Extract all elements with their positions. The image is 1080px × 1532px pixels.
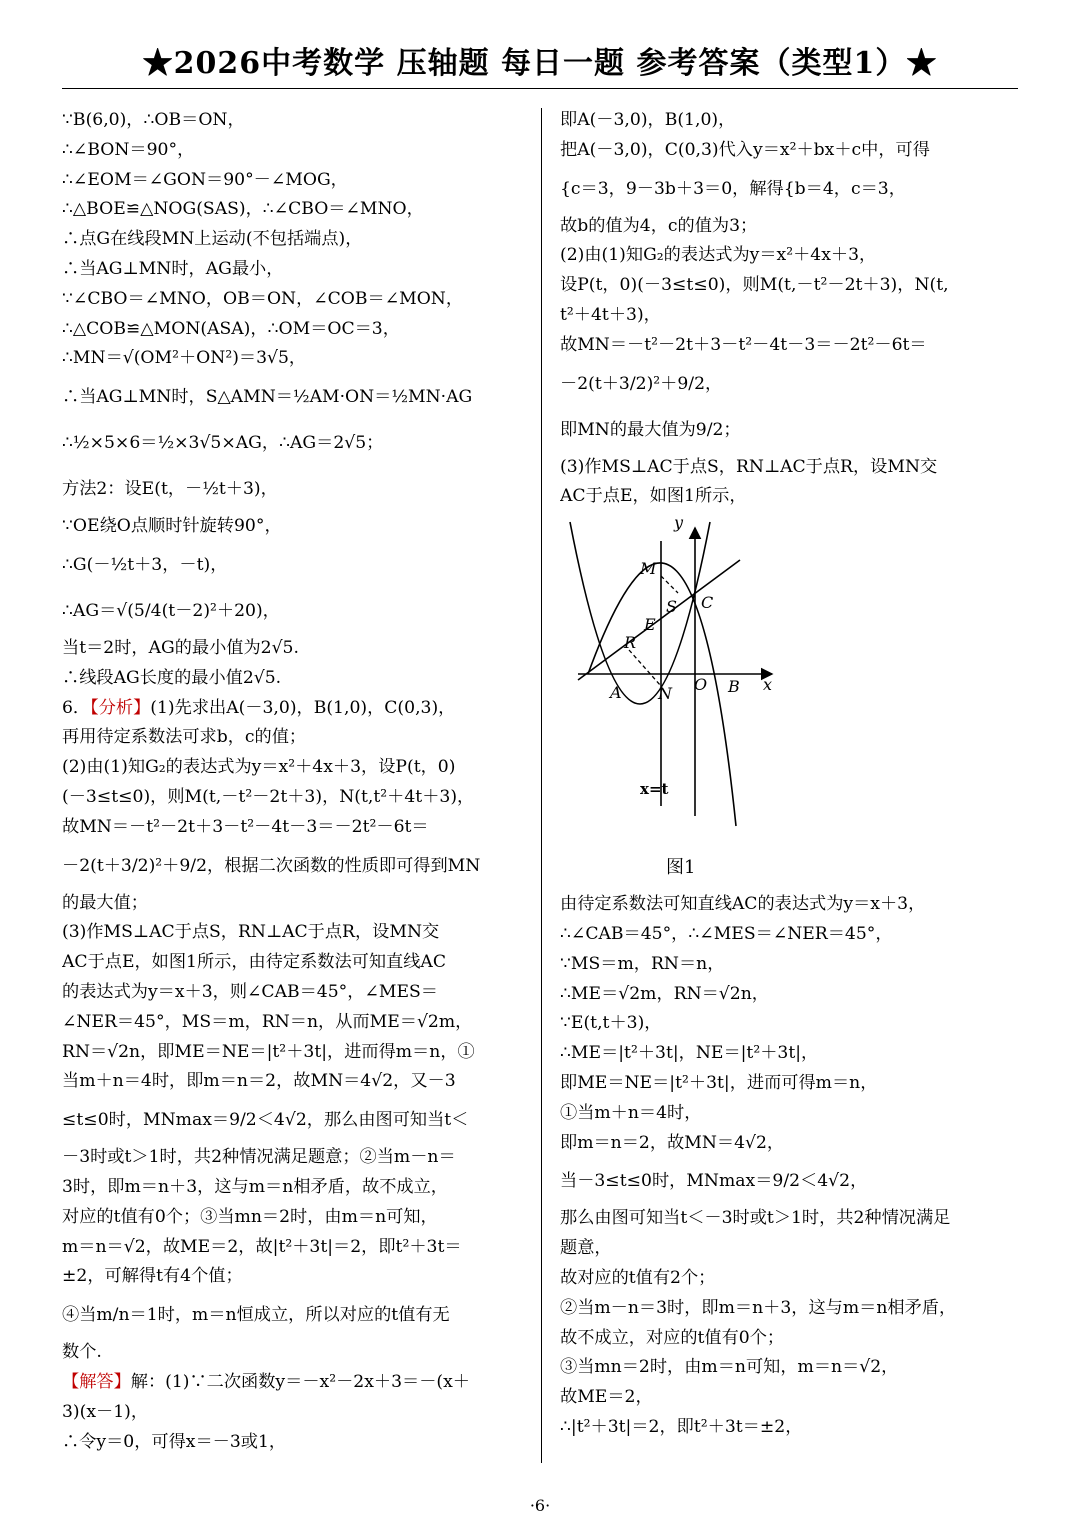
text-line (560, 1234, 1018, 1264)
line-text: 故MN＝－t²－2t＋3－t²－4t－3＝－2t²－6t＝ (560, 334, 927, 355)
line-text: －2(t＋3/2)²＋9/2，根据二次函数的性质即可得到MN (62, 855, 481, 876)
text-line (560, 212, 1018, 242)
text-line (560, 1158, 1018, 1204)
text-line (62, 1203, 524, 1233)
text-line (62, 1428, 524, 1458)
line-text: ∴当AG⊥MN时，AG最小， (62, 258, 284, 279)
page-number: ·6· (529, 1496, 551, 1515)
text-line (560, 1324, 1018, 1354)
label-r: R (624, 633, 637, 653)
text-line (560, 980, 1018, 1010)
line-text: ∴点G在线段MN上运动(不包括端点)， (62, 229, 363, 250)
text-line (560, 241, 1018, 271)
label-m: M (640, 559, 657, 579)
text-line (62, 166, 524, 196)
header-divider (62, 88, 1018, 89)
text-line (560, 361, 1018, 407)
line-text: ∴ME＝|t²＋3t|，NE＝|t²＋3t|， (560, 1043, 819, 1064)
line-text: 故MN＝－t²－2t＋3－t²－4t－3＝－2t²－6t＝ (62, 816, 429, 837)
text-line (62, 588, 524, 634)
column-divider (541, 108, 542, 1463)
text-line (560, 1099, 1018, 1129)
line-text: RN＝√2n，即ME＝NE＝|t²＋3t|，进而得m＝n，① (62, 1041, 475, 1062)
text-line (62, 285, 524, 315)
text-line (560, 920, 1018, 950)
line-text: 当m＋n＝4时，即m＝n＝2，故MN＝4√2，又－3 (62, 1071, 456, 1092)
line-text: －3时或t＞1时，共2种情况满足题意；②当m－n＝ (62, 1147, 456, 1168)
text-line (62, 374, 524, 420)
text-line (560, 1294, 1018, 1324)
line-text: (2)由(1)知G₂的表达式为y＝x²＋4x＋3， (560, 245, 877, 266)
line-text: ∴△BOE≌△NOG(SAS)，∴∠CBO＝∠MNO， (62, 199, 424, 220)
line-text: ∴|t²＋3t|＝2，即t²＋3t＝±2， (560, 1416, 803, 1437)
segment-ms (661, 576, 678, 593)
parabola-diagram (560, 516, 800, 846)
line-text: ∴½×5×6＝½×3√5×AG，∴AG＝2√5； (62, 433, 384, 454)
line-text: 故b的值为4，c的值为3； (560, 215, 758, 236)
text-line (62, 783, 524, 813)
line-text: 当－3≤t≤0时，MNmax＝9/2＜4√2， (560, 1171, 868, 1192)
label-c: C (701, 593, 714, 613)
line-text: 再用待定系数法可求b，c的值； (62, 727, 307, 748)
line-text: 故对应的t值有2个； (560, 1267, 716, 1288)
line-text: ∵MS＝m，RN＝n， (560, 953, 725, 974)
line-text: ∴△COB≌△MON(ASA)，∴OM＝OC＝3， (62, 318, 400, 339)
text-line (560, 890, 1018, 920)
line-text: 解：(1)∵二次函数y＝－x²－2x＋3＝－(x＋ (130, 1371, 470, 1392)
line-text: 把A(－3,0)，C(0,3)代入y＝x²＋bx＋c中，可得 (560, 139, 930, 160)
label-a: A (610, 683, 622, 703)
text-line (62, 255, 524, 285)
line-text: ∴AG＝√(5/4(t－2)²＋20)， (62, 600, 280, 621)
label-n: N (658, 684, 672, 704)
text-line (560, 1129, 1018, 1159)
parabola-g2 (570, 522, 710, 704)
text-line (62, 195, 524, 225)
text-line (62, 634, 524, 664)
text-line (560, 301, 1018, 331)
line-text: ∵OE绕O点顺时针旋转90°， (62, 516, 282, 537)
text-line (62, 1143, 524, 1173)
line-text: ∵∠CBO＝∠MNO，OB＝ON，∠COB＝∠MON， (62, 288, 464, 309)
line-text: ∴∠BON＝90°， (62, 139, 195, 160)
text-line (560, 106, 1018, 136)
line-text: ②当m－n＝3时，即m＝n＋3，这与m＝n相矛盾， (560, 1297, 957, 1318)
text-line (560, 1383, 1018, 1413)
line-text: ±2，可解得t有4个值； (62, 1266, 243, 1287)
text-line (560, 1009, 1018, 1039)
text-line (62, 420, 524, 466)
text-line (560, 1069, 1018, 1099)
label-e: E (644, 615, 656, 635)
left-column (62, 106, 524, 1457)
text-line (62, 978, 524, 1008)
line-text: 题意， (560, 1238, 612, 1259)
question-number: 6． (62, 697, 91, 718)
line-text: ∴令y＝0，可得x＝－3或1， (62, 1431, 287, 1452)
text-line (62, 694, 524, 724)
right-column-bottom (560, 890, 1018, 1443)
text-line (62, 813, 524, 843)
right-column (560, 106, 1018, 1443)
line-text: (－3≤t≤0)，则M(t,－t²－2t＋3)，N(t,t²＋4t＋3)， (62, 786, 475, 807)
segment-rn (629, 650, 661, 686)
text-line (560, 271, 1018, 301)
line-text: ∴G(－½t＋3，－t)， (62, 554, 228, 575)
text-line (62, 225, 524, 255)
line-text: 的表达式为y＝x＋3，则∠CAB＝45°，∠MES＝ (62, 981, 438, 1002)
label-x: x (763, 675, 773, 695)
text-line (62, 542, 524, 588)
line-text: (2)由(1)知G₂的表达式为y＝x²＋4x＋3，设P(t，0) (62, 757, 456, 778)
text-line (560, 453, 1018, 483)
text-line (560, 1413, 1018, 1443)
line-text: AC于点E，如图1所示，由待定系数法可知直线AC (62, 952, 446, 973)
line-text: ③当mn＝2时，由m＝n可知，m＝n＝√2， (560, 1357, 899, 1378)
text-line (62, 1368, 524, 1398)
line-text: {c＝3，9－3b＋3＝0，解得{b＝4，c＝3， (560, 178, 906, 199)
line-text: 的最大值； (62, 892, 148, 913)
line-text: 即m＝n＝2，故MN＝4√2， (560, 1132, 785, 1153)
line-ac (578, 560, 740, 680)
right-column-top (560, 106, 1018, 512)
line-text: 3时，即m＝n＋3，这与m＝n相矛盾，故不成立， (62, 1176, 448, 1197)
text-line (560, 331, 1018, 361)
figure-1 (560, 516, 1018, 846)
line-text: 3)(x－1)， (62, 1401, 149, 1422)
line-text: ∴∠EOM＝∠GON＝90°－∠MOG， (62, 169, 348, 190)
text-line (62, 664, 524, 694)
label-y: y (674, 516, 684, 533)
text-line (62, 753, 524, 783)
label-x-equals-t: x=t (640, 780, 669, 799)
line-text: 故不成立，对应的t值有0个； (560, 1327, 785, 1348)
line-text: (3)作MS⊥AC于点S，RN⊥AC于点R，设MN交 (62, 922, 440, 943)
text-line (62, 1038, 524, 1068)
line-text: 数个. (62, 1342, 102, 1363)
line-text: 由待定系数法可知直线AC的表达式为y＝x＋3， (560, 894, 926, 915)
line-text: ∴当AG⊥MN时，S△AMN＝½AM·ON＝½MN·AG (62, 387, 473, 408)
line-text: 设P(t，0)(－3≤t≤0)，则M(t,－t²－2t＋3)，N(t, (560, 275, 949, 296)
page-title: ★2026中考数学 压轴题 每日一题 参考答案（类型1）★ (142, 46, 938, 81)
line-text: (1)先求出A(－3,0)，B(1,0)，C(0,3)， (150, 697, 456, 718)
figure-caption: 图1 (666, 857, 696, 879)
line-text: ∴ME＝√2m，RN＝√2n， (560, 983, 769, 1004)
text-line (560, 166, 1018, 212)
text-line (62, 466, 524, 512)
label-s: S (666, 597, 677, 617)
line-text: (3)作MS⊥AC于点S，RN⊥AC于点R，设MN交 (560, 456, 938, 477)
line-text: t²＋4t＋3)， (560, 304, 661, 325)
text-line (560, 1264, 1018, 1294)
line-text: ∴线段AG长度的最小值2√5. (62, 667, 282, 688)
line-text: 即MN的最大值为9/2； (560, 419, 741, 440)
text-line (62, 918, 524, 948)
text-line (62, 1008, 524, 1038)
text-line (560, 1039, 1018, 1069)
line-text: ∴MN＝√(OM²＋ON²)＝3√5， (62, 348, 307, 369)
line-text: ④当m/n＝1时，m＝n恒成立，所以对应的t值有无 (62, 1305, 450, 1326)
text-line (62, 1173, 524, 1203)
text-line (560, 1204, 1018, 1234)
text-line (560, 407, 1018, 453)
text-line (62, 723, 524, 753)
line-text: 即ME＝NE＝|t²＋3t|，进而可得m＝n， (560, 1072, 878, 1093)
text-line (560, 136, 1018, 166)
line-text: 方法2：设E(t，－½t＋3)， (62, 479, 278, 500)
line-text: 对应的t值有0个；③当mn＝2时，由m＝n可知， (62, 1206, 438, 1227)
text-line (62, 843, 524, 889)
text-line (62, 1262, 524, 1292)
line-text: 即A(－3,0)，B(1,0)， (560, 110, 736, 130)
text-line (62, 315, 524, 345)
line-text: m＝n＝√2，故ME＝2，故|t²＋3t|＝2，即t²＋3t＝ (62, 1236, 462, 1257)
text-line (62, 1097, 524, 1143)
line-text: －2(t＋3/2)²＋9/2， (560, 373, 723, 394)
line-text: ∵E(t,t＋3)， (560, 1013, 662, 1034)
line-text: ①当m＋n＝4时， (560, 1102, 702, 1123)
text-line (62, 1398, 524, 1428)
line-text: ≤t≤0时，MNmax＝9/2＜4√2，那么由图可知当t＜ (62, 1110, 469, 1131)
text-line (560, 950, 1018, 980)
text-line (62, 889, 524, 919)
text-line (62, 1067, 524, 1097)
text-line (62, 948, 524, 978)
text-line (62, 1338, 524, 1368)
section-tag: 【解答】 (62, 1371, 131, 1392)
line-text: AC于点E，如图1所示， (560, 486, 747, 507)
line-text: ∴∠CAB＝45°，∴∠MES＝∠NER＝45°， (560, 923, 893, 944)
line-text: 当t＝2时，AG的最小值为2√5. (62, 637, 299, 658)
text-line (62, 344, 524, 374)
text-line (62, 136, 524, 166)
label-o: O (694, 675, 708, 695)
text-line (560, 482, 1018, 512)
section-tag: 【分析】 (90, 697, 151, 718)
line-text: 故ME＝2， (560, 1387, 653, 1408)
text-line (62, 106, 524, 136)
line-text: ∵B(6,0)，∴OB＝ON， (62, 110, 245, 130)
text-line (62, 512, 524, 542)
text-line (560, 1353, 1018, 1383)
text-line (62, 1233, 524, 1263)
label-b: B (728, 677, 740, 697)
line-text: ∠NER＝45°，MS＝m，RN＝n，从而ME＝√2m， (62, 1011, 473, 1032)
text-line (62, 1292, 524, 1338)
line-text: 那么由图可知当t＜－3时或t＞1时，共2种情况满足 (560, 1208, 951, 1229)
